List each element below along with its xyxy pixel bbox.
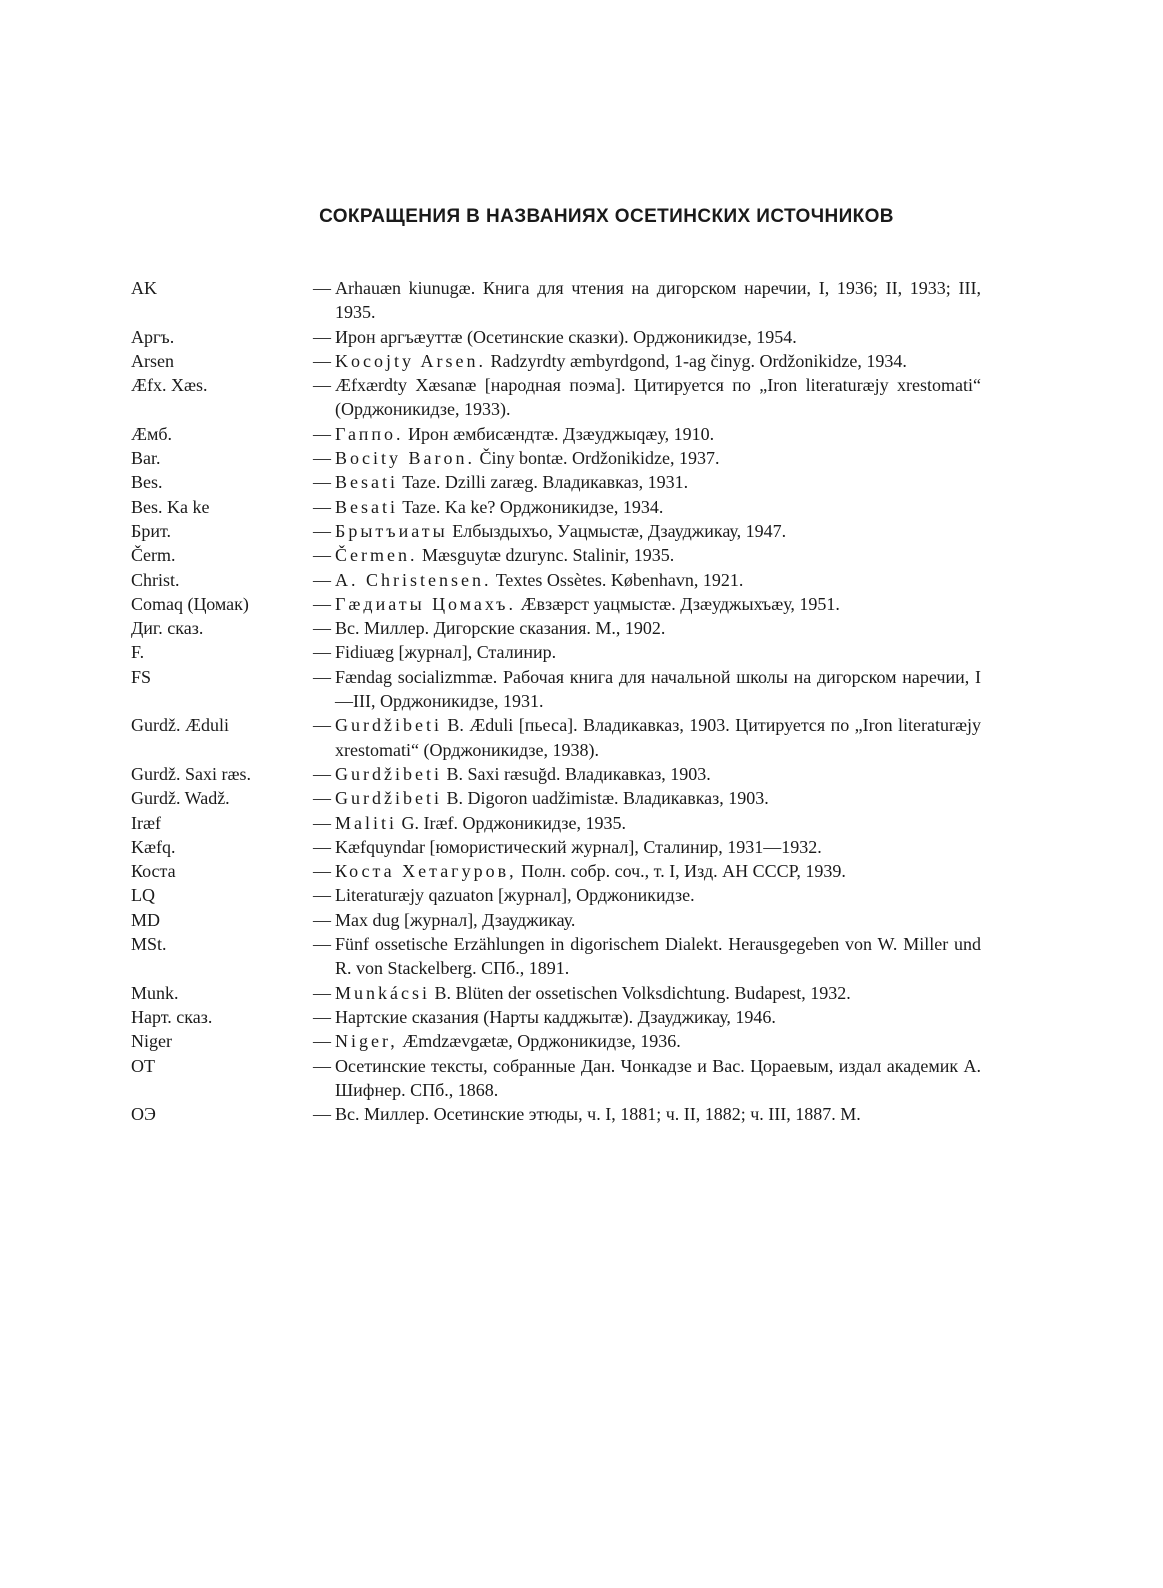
entry-text: Kæfquyndar [юмористический журнал], Сталинир, 1931—1932. [335,836,822,857]
entry-abbreviation: F. [131,642,145,663]
entry-text: Radzyrdty æmbyrdgond, 1-ag činyg. Ordžonikidze, 1934. [490,350,907,371]
entry-description [335,349,981,373]
entry-dash: — [313,885,331,906]
abbreviation-entry [131,446,981,470]
entry-abbreviation: AK [131,278,157,298]
entry-text: Činy bontæ. Ordžonikidze, 1937. [479,448,720,469]
entry-description [335,276,981,325]
entry-text: Осетинские тексты, собранные Дан. Чонкадзе и Вас. Цораевым, издал академик А. Шифнер. СПб., 1868. [335,1055,981,1100]
entry-author: Коста Хетагуров, [335,861,517,882]
entry-text: Fidiuæg [журнал], Сталинир. [335,642,557,663]
abbreviation-entry [131,932,981,981]
entry-dash: — [313,472,331,493]
entry-text: Елбыздыхъо, Уацмыстæ, Дзауджикау, 1947. [452,520,787,541]
entry-dash: — [313,642,331,663]
entry-text: Æfxærdty Xæsanæ [народная поэма]. Цитируется по „Iron literaturæjy xrestomati“ (Орджоникидзе, 1933). [335,375,981,420]
entry-dash: — [313,569,331,590]
entry-text: Ирон аргъæуттæ (Осетинские сказки). Орджоникидзе, 1954. [335,326,797,347]
entry-author: Maliti [335,812,397,833]
entry-text: Taze. Dzilli zaræg. Владикавказ, 1931. [402,472,689,493]
entry-abbreviation: Аргъ. [131,326,175,347]
abbreviation-entry [131,495,981,519]
abbreviation-entry [131,640,981,664]
entry-description [335,640,981,664]
entry-dash: — [313,520,331,541]
entry-dash: — [313,1006,331,1027]
entry-description [335,592,981,616]
entry-description [335,981,981,1005]
entry-abbreviation: MD [131,909,161,930]
entry-description [335,1005,981,1029]
entry-description [335,883,981,907]
entry-description [335,665,981,714]
abbreviation-entry [131,762,981,786]
entry-text: Нартские сказания (Нарты кадджытæ). Дзауджикау, 1946. [335,1006,776,1027]
entry-description [335,616,981,640]
entry-description [335,446,981,470]
entry-dash: — [313,763,331,784]
entry-abbreviation: Gurdž. Æduli [131,715,229,736]
entry-dash: — [313,350,331,371]
abbreviation-entry [131,1054,981,1103]
entry-text: Fünf ossetische Erzählungen in digorischem Dialekt. Herausgegeben von W. Miller und R. von Stackelberg. СПб., 1891. [335,934,981,979]
abbreviation-entry [131,592,981,616]
entry-dash: — [313,836,331,857]
abbreviation-entry [131,908,981,932]
entry-description [335,422,981,446]
entry-abbreviation: Bes. [131,472,163,493]
entry-description [335,811,981,835]
entry-abbreviation: Niger [131,1031,172,1052]
entry-dash: — [313,788,331,809]
entry-abbreviation: ОТ [131,1055,155,1076]
abbreviation-list [131,276,981,1126]
abbreviation-entry [131,1005,981,1029]
entry-text: Fændag socializmmæ. Рабочая книга для начальной школы на дигорском наречии, I—III, Орджоникидзе, 1931. [335,666,981,712]
entry-dash: — [313,934,331,955]
abbreviation-entry [131,470,981,494]
abbreviation-entry [131,519,981,543]
entry-author: A. Christensen. [335,569,492,590]
entry-dash: — [313,423,331,444]
entry-author: Bocity Baron. [335,448,475,469]
entry-abbreviation: Kæfq. [131,836,176,857]
entry-dash: — [313,326,331,347]
entry-abbreviation: Arsen [131,350,174,371]
entry-dash: — [313,545,331,566]
abbreviation-entry [131,616,981,640]
entry-author: Besati [335,496,398,517]
entry-author: Kocojty Arsen. [335,350,486,371]
entry-abbreviation: Christ. [131,569,180,590]
entry-abbreviation: Нарт. сказ. [131,1006,213,1027]
entry-abbreviation: Брит. [131,520,171,541]
abbreviation-entry [131,883,981,907]
entry-abbreviation: Bes. Ka ke [131,496,210,517]
entry-dash: — [313,909,331,930]
entry-text: Æвзæрст уацмыстæ. Дзæуджыхъæу, 1951. [520,593,840,614]
entry-dash: — [313,278,331,298]
entry-dash: — [313,812,331,833]
entry-dash: — [313,496,331,517]
entry-text: Ирон æмбисæндтæ. Дзæуджыqæу, 1910. [407,423,715,444]
entry-author: Besati [335,472,398,493]
entry-dash: — [313,1031,331,1052]
entry-text: Textes Ossètes. København, 1921. [495,569,744,590]
entry-author: Niger, [335,1031,398,1052]
entry-text: Вс. Миллер. Осетинские этюды, ч. I, 1881; ч. II, 1882; ч. III, 1887. М. [335,1104,861,1125]
abbreviation-entry [131,1029,981,1053]
entry-description [335,932,981,981]
entry-dash: — [313,375,331,396]
entry-text: Полн. собр. соч., т. I, Изд. АН СССР, 1939. [521,861,846,882]
entry-abbreviation: LQ [131,885,155,906]
entry-text: Arhauæn kiunugæ. Книга для чтения на дигорском наречии, I, 1936; II, 1933; III, 1935. [335,278,981,323]
entry-text: B. Digoron uadžimistæ. Владикавказ, 1903. [446,788,769,809]
entry-text: Mæsguytæ dzurync. Stalinir, 1935. [421,545,675,566]
entry-description [335,568,981,592]
entry-description [335,1054,981,1103]
abbreviation-entry [131,835,981,859]
entry-dash: — [313,593,331,614]
abbreviation-entry [131,325,981,349]
abbreviation-entry [131,373,981,422]
entry-description [335,373,981,422]
entry-abbreviation: Iræf [131,812,161,833]
entry-abbreviation: Gurdž. Saxi ræs. [131,763,251,784]
entry-description [335,762,981,786]
entry-author: Gurdžibeti [335,715,442,736]
entry-abbreviation: Диг. сказ. [131,618,204,639]
entry-text: Max dug [журнал], Дзауджикау. [335,909,576,930]
abbreviation-entry [131,665,981,714]
abbreviation-entry [131,543,981,567]
entry-dash: — [313,448,331,469]
entry-abbreviation: Коста [131,861,176,882]
entry-description [335,835,981,859]
entry-author: Čermen. [335,545,418,566]
entry-text: Taze. Ka ke? Орджоникидзе, 1934. [402,496,664,517]
entry-text: Вс. Миллер. Дигорские сказания. М., 1902. [335,618,666,639]
abbreviation-entry [131,1102,981,1126]
entry-description [335,786,981,810]
entry-abbreviation: Munk. [131,982,179,1003]
entry-text: Æmdzævgætæ, Орджоникидзе, 1936. [402,1031,681,1052]
entry-dash: — [313,666,331,687]
abbreviation-entry [131,568,981,592]
abbreviation-entry [131,276,981,325]
entry-dash: — [313,982,331,1003]
entry-author: Gurdžibeti [335,788,442,809]
entry-dash: — [313,1055,331,1076]
entry-description [335,1102,981,1126]
entry-abbreviation: FS [131,666,152,687]
abbreviation-entry [131,422,981,446]
entry-abbreviation: ОЭ [131,1104,156,1125]
entry-abbreviation: MSt. [131,934,167,955]
entry-description [335,495,981,519]
entry-description [335,1029,981,1053]
entry-abbreviation: Bar. [131,448,161,469]
entry-abbreviation: Æfx. Xæs. [131,375,208,396]
entry-text: B. Saxi ræsuğd. Владикавказ, 1903. [446,763,711,784]
entry-text: B. Blüten der ossetischen Volksdichtung. Budapest, 1932. [434,982,851,1003]
abbreviation-entry [131,713,981,762]
entry-dash: — [313,861,331,882]
abbreviation-entry [131,811,981,835]
entry-description [335,908,981,932]
abbreviation-entry [131,859,981,883]
abbreviation-entry [131,349,981,373]
entry-abbreviation: Æмб. [131,423,173,444]
abbreviation-entry [131,981,981,1005]
entry-text: B. Æduli [пьеса]. Владикавказ, 1903. Цитируется по „Iron literaturæjy xrestomati“ (Орджоникидзе, 1938). [335,715,981,760]
entry-description [335,519,981,543]
entry-abbreviation: Gurdž. Wadž. [131,788,230,809]
entry-description [335,325,981,349]
entry-author: Gurdžibeti [335,763,442,784]
entry-text: Literaturæjy qazuaton [журнал], Орджоникидзе. [335,885,695,906]
entry-description [335,470,981,494]
entry-author: Гаппо. [335,423,404,444]
entry-dash: — [313,618,331,639]
entry-dash: — [313,715,331,736]
entry-abbreviation: Comaq (Цомак) [131,593,249,614]
entry-author: Munkácsi [335,982,430,1003]
page-title: СОКРАЩЕНИЯ В НАЗВАНИЯХ ОСЕТИНСКИХ ИСТОЧНИКОВ [319,206,894,227]
entry-author: Гæдиаты Цомахъ. [335,593,516,614]
entry-dash: — [313,1104,331,1125]
entry-author: Брытъиаты [335,520,448,541]
entry-description [335,543,981,567]
entry-description [335,713,981,762]
entry-description [335,859,981,883]
entry-abbreviation: Čerm. [131,545,176,566]
abbreviation-entry [131,786,981,810]
entry-text: G. Iræf. Орджоникидзе, 1935. [401,812,627,833]
